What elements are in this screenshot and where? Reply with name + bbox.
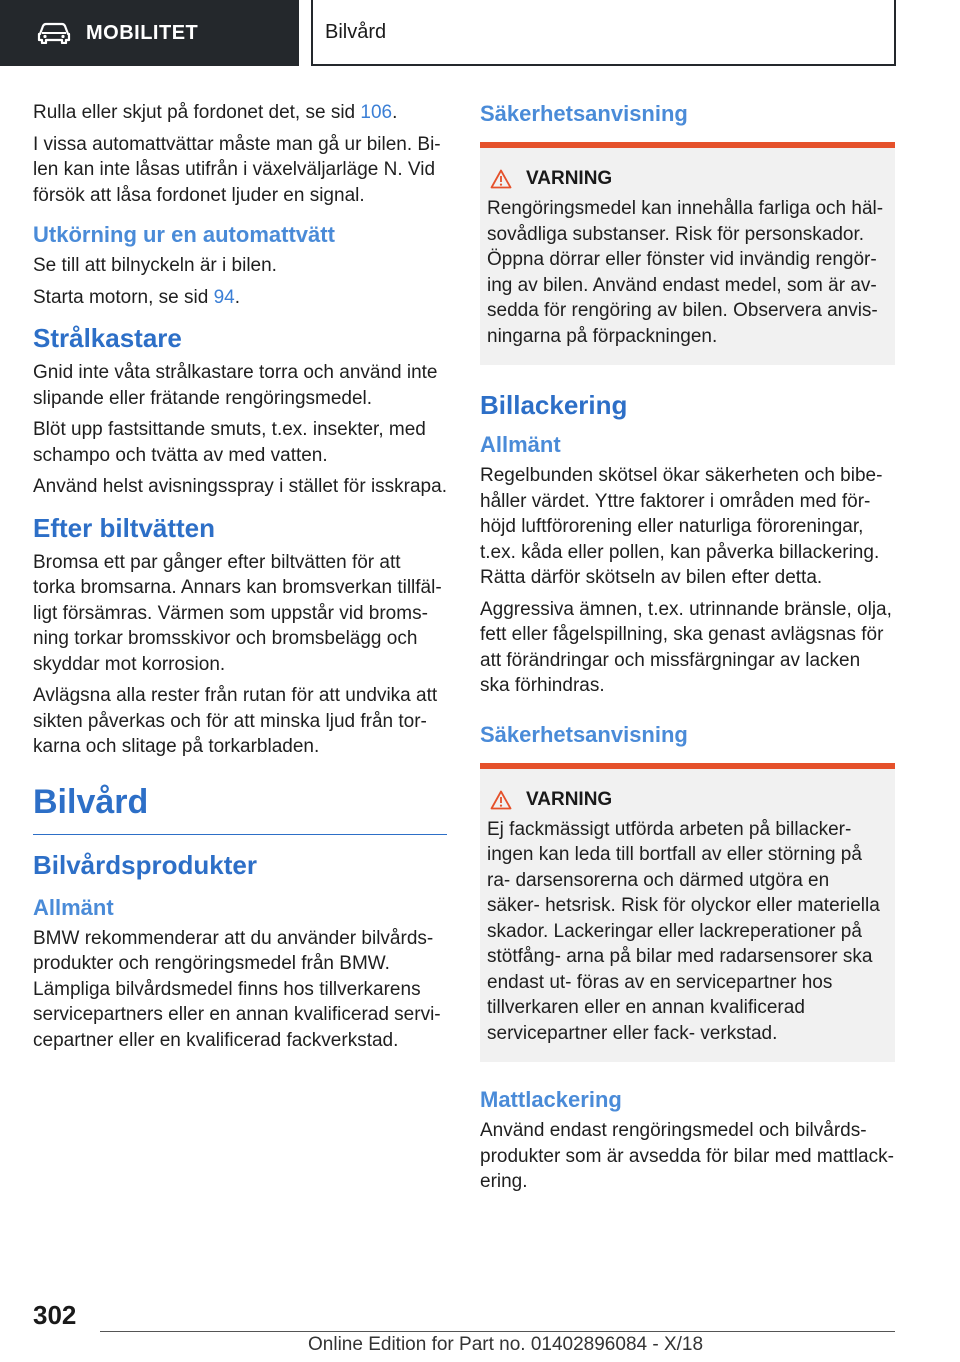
warning-box-1: [480, 142, 895, 365]
warning-text-1: Rengöringsmedel kan innehålla farliga och häl- sovådliga substanser. Risk för personskador. Öppna dörrar eller fönster vid invändig rengör- ing av bilen. Använd endast medel, som är av- sedda för rengöring av bilen. Observera anvis- ningarna på förpackningen.: [487, 198, 884, 347]
warning-text-2: Ej fackmässigt utförda arbeten på billacker- ingen kan leda till bortfall av eller störning på ra- darsensorerna och därmed utgöra en säker- hetsrisk. Risk för olyckor eller materiella skador. Lackeringar eller lackreperationer på stötfång- arna på bilar med radarsensorer ska endast ut- föras av en servicepartner hos tillverkaren eller en annan kvalificerad servicepartner eller fack- verkstad.: [487, 818, 880, 1044]
warning-title-row: [487, 168, 887, 190]
paragraph-matte-paint: Använd endast rengöringsmedel och bilvårds- produkter som är avsedda för bilar med mattlack- ering.: [480, 1120, 894, 1192]
warning-label: VARNING: [526, 168, 613, 189]
footer-edition: Online Edition for Part no. 01402896084 - X/18: [308, 1334, 704, 1355]
footer-divider: [100, 1331, 895, 1332]
heading-allmant-products: Allmänt: [33, 894, 114, 920]
heading-billackering: Billackering: [480, 390, 628, 420]
paragraph-exit-car: I vissa automattvättar måste man gå ur bilen. Bi- len kan inte låsas utifrån i växelväljarläge N. Vid försök att låsa fordonet ljuder en signal.: [33, 133, 441, 206]
heading-bilvard: Bilvård: [33, 780, 447, 835]
warning-triangle-icon: [490, 169, 512, 189]
paragraph-headlights-3: Använd helst avisningsspray i stället för isskrapa.: [33, 476, 447, 497]
car-icon: [36, 22, 72, 44]
warning-label: VARNING: [526, 788, 613, 810]
paragraph-bmw-recommends: BMW rekommenderar att du använder bilvårds- produkter och rengöringsmedel från BMW. Lämpliga bilvårdsmedel finns hos tillverkarens servicepartners eller en annan kvalificerad servi- cepartner eller en kvalificerad fackverkstad.: [33, 927, 441, 1051]
page-header: [0, 0, 960, 66]
heading-sakerhetsanvisning-2: Säkerhetsanvisning: [480, 721, 688, 747]
heading-efter-biltvatten: Efter biltvätten: [33, 512, 216, 543]
warning-triangle-icon: [490, 790, 512, 810]
paragraph-start-engine: Starta motorn, se sid 94.: [33, 286, 240, 308]
paragraph-headlights-2: Blöt upp fastsittande smuts, t.ex. insekter, med schampo och tvätta av med vatten.: [33, 419, 426, 466]
heading-mattlackering: Mattlackering: [480, 1087, 622, 1112]
paragraph-headlights-1: Gnid inte våta strålkastare torra och använd inte slipande eller frätande rengöringsmedel.: [33, 362, 438, 409]
page-link-94[interactable]: 94: [213, 286, 235, 308]
paragraph-aggressive-substances: Aggressiva ämnen, t.ex. utrinnande bränsle, olja, fett eller fågelspillning, ska genast avlägsnas för att förändringar och missfärgningar av lacken ska förhindras.: [480, 598, 892, 696]
section-tab-label: MOBILITET: [86, 21, 199, 44]
paragraph-brake-dry: Bromsa ett par gånger efter biltvätten för att torka bromsarna. Annars kan bromsverkan tillfäl- ligt försämras. Värmen som uppstår vid broms- ning torkar bromsskivor och bromsbelägg och skyddar mot korrosion.: [33, 551, 442, 675]
paragraph-remove-residue: Avlägsna alla rester från rutan för att undvika att sikten påverkas och för att minska ljud från tor- karna och slitage på torkarbladen.: [33, 685, 438, 757]
warning-box-2: [480, 763, 895, 1063]
page-link-106[interactable]: 106: [360, 102, 393, 123]
heading-sakerhetsanvisning-1: Säkerhetsanvisning: [480, 101, 688, 126]
heading-bilvardsprodukter: Bilvårdsprodukter: [33, 849, 257, 880]
paragraph-regular-care: Regelbunden skötsel ökar säkerheten och bibe- håller värdet. Yttre faktorer i områden med för- höjd luftförorening eller naturliga föroreningar, t.ex. kåda eller pollen, kan påverka billackering. Rätta därför skötseln av bilen efter detta.: [480, 465, 883, 588]
right-column: [480, 100, 895, 1201]
section-tab-mobilitet[interactable]: [0, 0, 299, 66]
paragraph-roll-vehicle: Rulla eller skjut på fordonet det, se sid 106.: [33, 102, 398, 123]
page-number: 302: [33, 1300, 77, 1330]
heading-allmant-paint: Allmänt: [480, 432, 561, 457]
paragraph-key-in-car: Se till att bilnyckeln är i bilen.: [33, 255, 277, 276]
warning-title-row: [487, 789, 887, 811]
heading-utkorning: Utkörning ur en automattvätt: [33, 222, 335, 247]
chapter-title: Bilvård: [311, 0, 896, 66]
heading-stralkastare: Strålkastare: [33, 323, 182, 353]
left-column: [33, 100, 447, 1059]
